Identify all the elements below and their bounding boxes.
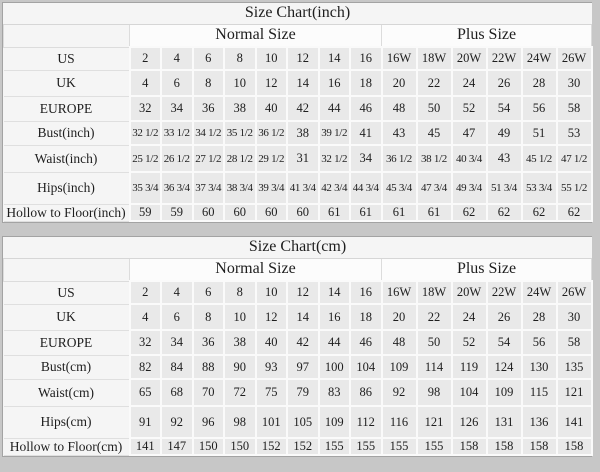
size-cell: 130 [522,355,557,379]
size-cell: 8 [224,47,256,70]
size-cell: 141 [557,406,592,438]
row-label: EUROPE [4,96,130,121]
size-cell: 158 [557,438,592,455]
size-cell: 59 [161,204,193,221]
size-cell: 40 [256,330,288,355]
column-group-normal-size: Normal Size [130,24,382,47]
size-cell: 33 1/2 [161,121,193,145]
size-chart-inch [2,2,592,223]
size-cell: 126 [452,406,487,438]
size-cell: 8 [193,70,225,96]
table-row [4,121,592,145]
size-cell: 121 [557,379,592,406]
size-cell: 83 [319,379,351,406]
size-cell: 38 [224,330,256,355]
size-cell: 105 [287,406,319,438]
size-cell: 12 [256,304,288,330]
size-cell: 32 [130,96,162,121]
size-cell: 51 3/4 [487,172,522,204]
size-cell: 16 [319,304,351,330]
table-title: Size Chart(cm) [4,237,592,258]
size-cell: 147 [161,438,193,455]
size-cell: 41 [350,121,382,145]
size-cell: 24 [452,70,487,96]
size-cell: 46 [350,96,382,121]
size-cell: 72 [224,379,256,406]
size-cell: 28 1/2 [224,145,256,172]
size-cell: 6 [161,70,193,96]
row-label: EUROPE [4,330,130,355]
size-cell: 45 [417,121,452,145]
size-cell: 84 [161,355,193,379]
row-label: Bust(inch) [4,121,130,145]
size-cell: 109 [319,406,351,438]
size-cell: 4 [161,281,193,304]
size-cell: 16 [319,70,351,96]
size-cell: 36 1/2 [382,145,417,172]
size-cell: 112 [350,406,382,438]
size-cell: 104 [452,379,487,406]
column-group-normal-size: Normal Size [130,258,382,281]
size-cell: 35 1/2 [224,121,256,145]
size-cell: 4 [161,47,193,70]
size-cell: 36 [193,330,225,355]
size-cell: 10 [224,70,256,96]
size-cell: 32 [130,330,162,355]
size-cell: 131 [487,406,522,438]
size-cell: 52 [452,330,487,355]
size-cell: 44 [319,96,351,121]
size-cell: 25 1/2 [130,145,162,172]
size-cell: 32 1/2 [130,121,162,145]
size-cell: 31 [287,145,319,172]
size-cell: 60 [224,204,256,221]
size-cell: 109 [487,379,522,406]
size-cell: 26W [557,281,592,304]
size-cell: 86 [350,379,382,406]
size-cell: 42 3/4 [319,172,351,204]
size-cell: 10 [224,304,256,330]
size-cell: 4 [130,304,162,330]
size-cell: 136 [522,406,557,438]
size-cell: 101 [256,406,288,438]
size-cell: 152 [256,438,288,455]
row-label: UK [4,304,130,330]
size-cell: 16W [382,47,417,70]
row-label: Waist(cm) [4,379,130,406]
size-cell: 22W [487,281,522,304]
size-cell: 60 [256,204,288,221]
size-cell: 12 [287,47,319,70]
size-cell: 14 [287,304,319,330]
size-cell: 158 [487,438,522,455]
size-cell: 4 [130,70,162,96]
size-cell: 47 3/4 [417,172,452,204]
size-cell: 36 [193,96,225,121]
size-cell: 38 [287,121,319,145]
size-cell: 16 [350,281,382,304]
row-label: Bust(cm) [4,355,130,379]
table-row [4,406,592,438]
size-cell: 53 3/4 [522,172,557,204]
size-cell: 53 [557,121,592,145]
size-cell: 24 [452,304,487,330]
size-cell: 34 1/2 [193,121,225,145]
size-cell: 51 [522,121,557,145]
size-cell: 44 3/4 [350,172,382,204]
size-cell: 14 [319,281,351,304]
size-cell: 40 3/4 [452,145,487,172]
size-chart-cm [2,236,592,457]
size-cell: 158 [452,438,487,455]
size-cell: 65 [130,379,162,406]
size-cell: 45 1/2 [522,145,557,172]
size-cell: 40 [256,96,288,121]
size-cell: 16W [382,281,417,304]
size-cell: 6 [193,281,225,304]
size-cell: 82 [130,355,162,379]
table-row [4,438,592,455]
size-cell: 90 [224,355,256,379]
size-cell: 18 [350,304,382,330]
size-cell: 109 [382,355,417,379]
table-title: Size Chart(inch) [4,3,592,24]
size-cell: 98 [224,406,256,438]
size-cell: 6 [161,304,193,330]
table-row [4,172,592,204]
row-label: UK [4,70,130,96]
size-cell: 49 3/4 [452,172,487,204]
size-cell: 47 [452,121,487,145]
size-cell: 10 [256,281,288,304]
size-cell: 60 [287,204,319,221]
size-cell: 61 [350,204,382,221]
size-cell: 34 [161,96,193,121]
size-chart-cm-table [3,237,593,456]
row-label: US [4,281,130,304]
size-cell: 24W [522,47,557,70]
size-cell: 62 [487,204,522,221]
size-cell: 34 [350,145,382,172]
size-cell: 30 [557,304,592,330]
size-cell: 28 [522,304,557,330]
size-cell: 47 1/2 [557,145,592,172]
size-cell: 42 [287,96,319,121]
size-cell: 8 [224,281,256,304]
table-row [4,355,592,379]
size-cell: 42 [287,330,319,355]
size-cell: 100 [319,355,351,379]
size-cell: 116 [382,406,417,438]
size-cell: 124 [487,355,522,379]
size-chart-inch-table [3,3,593,222]
size-cell: 61 [417,204,452,221]
size-cell: 30 [557,70,592,96]
size-cell: 62 [452,204,487,221]
size-cell: 18 [350,70,382,96]
size-cell: 141 [130,438,162,455]
size-cell: 12 [256,70,288,96]
size-cell: 115 [522,379,557,406]
size-cell: 91 [130,406,162,438]
size-cell: 88 [193,355,225,379]
size-cell: 22 [417,70,452,96]
size-cell: 44 [319,330,351,355]
size-cell: 43 [487,145,522,172]
size-cell: 61 [319,204,351,221]
size-cell: 79 [287,379,319,406]
size-cell: 38 3/4 [224,172,256,204]
size-cell: 54 [487,330,522,355]
table-row [4,70,592,96]
size-cell: 22 [417,304,452,330]
size-cell: 14 [319,47,351,70]
size-cell: 39 3/4 [256,172,288,204]
size-cell: 16 [350,47,382,70]
size-cell: 121 [417,406,452,438]
corner-cell [4,24,130,47]
table-row [4,145,592,172]
size-cell: 41 3/4 [287,172,319,204]
corner-cell [4,258,130,281]
size-cell: 62 [557,204,592,221]
size-cell: 26W [557,47,592,70]
size-cell: 35 3/4 [130,172,162,204]
size-cell: 155 [350,438,382,455]
size-cell: 38 1/2 [417,145,452,172]
row-label: Hollow to Floor(cm) [4,438,130,455]
size-cell: 59 [130,204,162,221]
size-cell: 58 [557,96,592,121]
size-cell: 155 [319,438,351,455]
size-cell: 10 [256,47,288,70]
size-cell: 92 [161,406,193,438]
size-cell: 92 [382,379,417,406]
size-cell: 45 3/4 [382,172,417,204]
size-cell: 150 [224,438,256,455]
size-cell: 135 [557,355,592,379]
size-cell: 48 [382,330,417,355]
size-cell: 52 [452,96,487,121]
size-cell: 24W [522,281,557,304]
size-cell: 20W [452,47,487,70]
column-group-plus-size: Plus Size [382,258,592,281]
size-cell: 26 [487,304,522,330]
row-label: Hips(cm) [4,406,130,438]
row-label: US [4,47,130,70]
size-cell: 61 [382,204,417,221]
size-cell: 68 [161,379,193,406]
row-label: Waist(inch) [4,145,130,172]
size-cell: 32 1/2 [319,145,351,172]
size-cell: 46 [350,330,382,355]
size-cell: 2 [130,47,162,70]
size-cell: 18W [417,281,452,304]
size-cell: 20 [382,304,417,330]
size-cell: 58 [557,330,592,355]
size-cell: 119 [452,355,487,379]
size-cell: 2 [130,281,162,304]
size-cell: 28 [522,70,557,96]
size-cell: 37 3/4 [193,172,225,204]
size-cell: 38 [224,96,256,121]
size-cell: 50 [417,96,452,121]
column-group-plus-size: Plus Size [382,24,592,47]
size-cell: 34 [161,330,193,355]
size-cell: 155 [382,438,417,455]
size-cell: 6 [193,47,225,70]
size-cell: 158 [522,438,557,455]
size-cell: 18W [417,47,452,70]
size-cell: 49 [487,121,522,145]
size-cell: 20W [452,281,487,304]
size-cell: 8 [193,304,225,330]
size-cell: 20 [382,70,417,96]
size-cell: 26 1/2 [161,145,193,172]
size-cell: 93 [256,355,288,379]
size-cell: 98 [417,379,452,406]
size-cell: 26 [487,70,522,96]
size-cell: 55 1/2 [557,172,592,204]
size-cell: 39 1/2 [319,121,351,145]
size-cell: 36 1/2 [256,121,288,145]
size-cell: 104 [350,355,382,379]
size-cell: 22W [487,47,522,70]
size-cell: 54 [487,96,522,121]
size-cell: 12 [287,281,319,304]
size-cell: 36 3/4 [161,172,193,204]
size-cell: 152 [287,438,319,455]
size-cell: 43 [382,121,417,145]
size-cell: 97 [287,355,319,379]
row-label: Hips(inch) [4,172,130,204]
size-cell: 29 1/2 [256,145,288,172]
size-cell: 150 [193,438,225,455]
size-cell: 70 [193,379,225,406]
table-row [4,304,592,330]
size-cell: 96 [193,406,225,438]
table-row [4,330,592,355]
table-row [4,47,592,70]
table-row [4,281,592,304]
size-cell: 56 [522,330,557,355]
size-cell: 75 [256,379,288,406]
size-cell: 114 [417,355,452,379]
row-label: Hollow to Floor(inch) [4,204,130,221]
size-cell: 14 [287,70,319,96]
size-cell: 155 [417,438,452,455]
size-cell: 48 [382,96,417,121]
size-cell: 56 [522,96,557,121]
size-cell: 50 [417,330,452,355]
table-row [4,379,592,406]
size-cell: 27 1/2 [193,145,225,172]
size-cell: 62 [522,204,557,221]
table-row [4,96,592,121]
size-cell: 60 [193,204,225,221]
table-row [4,204,592,221]
